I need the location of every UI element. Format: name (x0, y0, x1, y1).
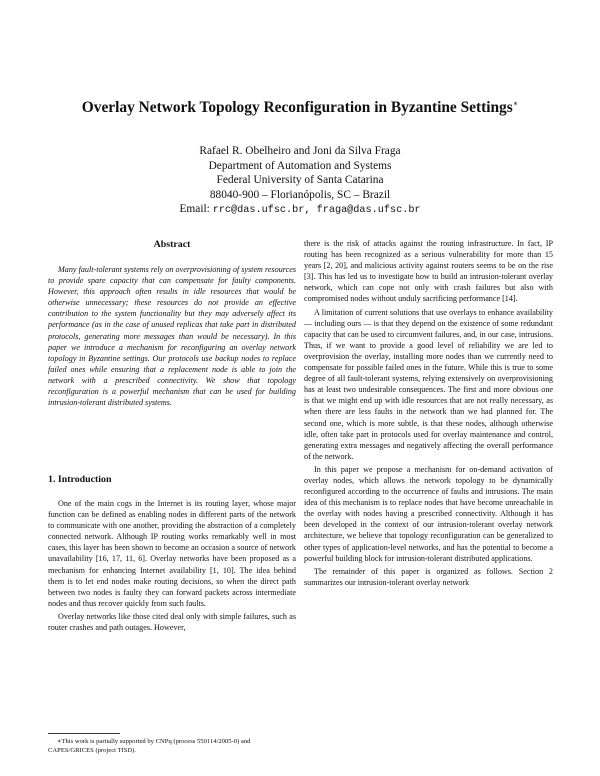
paragraph-continuation: there is the risk of attacks against the routing infrastructure. In fact, IP routing has been recognized as a serious vulnerability for more than 15 years [2, 20], and malicious activity against routers seems to be on the rise [3]. This has led us to investigate how to build an intrusion-tolerant overlay network, which can cope not only with crash failures but also with compromised nodes without unduly sacrificing performance [14]. (304, 239, 553, 304)
email-addresses: rrc@das.ufsc.br, fraga@das.ufsc.br (212, 205, 421, 217)
paragraph: In this paper we propose a mechanism for on-demand activation of overlay nodes, which allows the network topology to be dynamically reconfigured according to the occurrence of faults and intrusions. The main idea of this mechanism is to replace nodes that have become unreachable in the overlay with nodes having a prescribed connectivity. Although it has been developed in the context of our intrusion-tolerant overlay network architecture, we believe that topology reconfiguration can be generalized to other types of application-level networks, and has the potential to become a powerful building block for intrusion-tolerant distributed applications. (304, 464, 553, 563)
address: 88040-900 – Florianópolis, SC – Brazil (209, 188, 391, 201)
title-text: Overlay Network Topology Reconfiguration in Byzantine Settings (81, 99, 513, 117)
title-footnote-mark: ∗ (512, 99, 519, 108)
author-names: Rafael R. Obelheiro and Joni da Silva Fraga (199, 145, 401, 157)
paragraph: Overlay networks like those cited deal only with simple failures, such as router crashes and path outages. However, (48, 611, 296, 633)
university: Federal University of Santa Catarina (216, 174, 384, 187)
paragraph: The remainder of this paper is organized as follows. Section 2 summarizes our intrusion-tolerant overlay network (304, 566, 553, 587)
paragraph: One of the main cogs in the Internet is its routing layer, whose major function can be defined as enabling nodes in different parts of the network to communicate with one another, providing the abstraction of a completely connected network. Although IP routing works remarkably well in most cases, this layer has been shown to become an occasion a source of network unavailability [16, 17, 11, 6]. Overlay networks have been proposed as a mechanism for enhancing Internet availability [1, 10]. The idea behind them is to let end nodes make routing decisions, so when the direct path between two nodes is faulty they can forward packets across intermediate nodes and thus recover quickly from such faults. (48, 499, 296, 608)
footnote-rule (48, 733, 120, 734)
abstract-heading: Abstract (153, 239, 191, 250)
footnote: ∗This work is partially supported by CNPq (process 550114/2005-0) and CAPES/GRICES (project TISD). (48, 738, 251, 754)
paragraph: A limitation of current solutions that use overlays to enhance availability — including ours — is that they depend on the existence of some redundant capacity that can be used to circumvent failures, and, in our case, intrusions. Thus, if we want to provide a good level of reliability we are led to overprovision the overlay, installing more nodes than we currently need to compensate for possible failed ones in the future. While this is true to some degree of all fault-tolerant systems, relying extensively on overprovisioning has at least two undesirable consequences. The first and more obvious one is that we might end up with idle resources that are not really necessary, as when there are less faults in the network than we had planned for. The second one, which is more subtle, is that these nodes, although otherwise idle, often take part in protocols used for overlay maintenance and control, generating extra messages and negatively affecting the overall performance of the network. (304, 307, 553, 461)
email-label: Email: (179, 203, 210, 216)
department: Department of Automation and Systems (208, 159, 392, 172)
introduction-body (48, 498, 296, 635)
author-block (60, 144, 540, 219)
email-line (60, 202, 540, 219)
abstract-text: Many fault-tolerant systems rely on overprovisioning of system resources to provide spare capacity that can compensate for faulty components. However, this approach often results in idle resources that would be otherwise unnecessary; these resources do not provide an effective contribution to the system functionality but they may adversely affect its performance (as in the case of unused replicas that take part in distributed protocols, generating more messages than would be necessary). In this paper we introduce a mechanism for reconfiguring an overlay network topology in Byzantine settings. Our protocols use backup nodes to replace failed ones while ensuring that a replacement node is able to join the network with a prescribed connectivity. We show that topology reconfiguration is a powerful mechanism that can be used for building intrusion-tolerant distributed systems. (48, 265, 296, 408)
right-column (304, 238, 553, 590)
paper-title (40, 99, 560, 117)
abstract-body (48, 264, 296, 410)
section-heading-introduction: 1. Introduction (48, 474, 112, 485)
